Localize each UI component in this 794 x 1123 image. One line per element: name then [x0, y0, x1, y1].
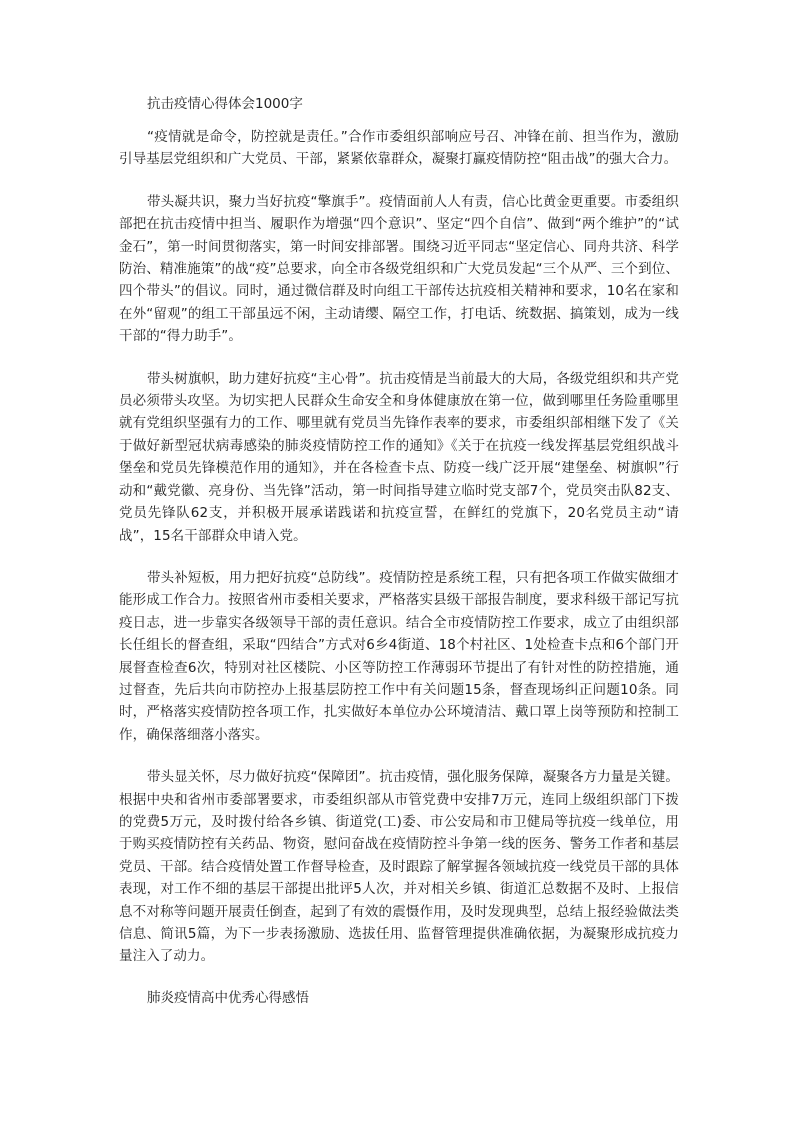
next-article-title: 肺炎疫情高中优秀心得感悟 [147, 989, 309, 1006]
paragraph-consensus: 带头凝共识，聚力当好抗疫“擎旗手”。疫情面前人人有责，信心比黄金更重要。市委组织部把在抗击疫情中担当、履职作为增强“四个意识”、坚定“四个自信”、做到“两个维护”的“试金石”，第一时间贯彻落实，第一时间安排部署。围绕习近平同志“坚定信心、同舟共济、科学防治、精准施策”的战“疫”总要求，向全市各级党组织和广大党员发起“三个从严、三个到位、四个带头”的倡议。同时，通过微信群及时向组工干部传达抗疫相关精神和要求，10名在家和在外“留观”的组工干部虽远不闲，主动请缨、隔空工作，打电话、统数据、搞策划，成为一线干部的“得力助手”。 [119, 193, 679, 345]
paragraph-defense-line: 带头补短板，用力把好抗疫“总防线”。疫情防控是系统工程，只有把各项工作做实做细才能形成工作合力。按照省州市委相关要求，严格落实县级干部报告制度，要求科级干部记写抗疫日志，进一步靠实各级领导干部的责任意识。结合全市疫情防控工作要求，成立了由组织部长任组长的督查组，采取“四结合”方式对6乡4街道、18个村社区、1处检查卡点和6个部门开展督查检查6次，特别对社区楼院、小区等防控工作薄弱环节提出了有针对性的防控措施，通过督查，先后共向市防控办上报基层防控工作中有关问题15条，督查现场纠正问题10条。同时，严格落实疫情防控各项工作，扎实做好本单位办公环境清洁、戴口罩上岗等预防和控制工作，确保落细落小落实。 [119, 569, 679, 743]
paragraph-support: 带头显关怀，尽力做好抗疫“保障团”。抗击疫情，强化服务保障，凝聚各方力量是关键。根据中央和省州市委部署要求，市委组织部从市管党费中安排7万元，连同上级组织部门下拨的党费5万元，及时拨付给各乡镇、街道党(工)委、市公安局和市卫健局等抗疫一线单位，用于购买疫情防控有关药品、物资，慰问奋战在疫情防控斗争第一线的医务、警务工作者和基层党员、干部。结合疫情处置工作督导检查，及时跟踪了解掌握各领域抗疫一线党员干部的具体表现，对工作不细的基层干部提出批评5人次，并对相关乡镇、街道汇总数据不及时、上报信息不对称等问题开展责任倒查，起到了有效的震慑作用，及时发现典型，总结上报经验做法类信息、简讯5篇，为下一步表扬激励、选拔任用、监督管理提供准确依据，为凝聚形成抗疫力量注入了动力。 [119, 769, 679, 965]
document-title: 抗击疫情心得体会1000字 [147, 96, 303, 112]
paragraph-banner: 带头树旗帜，助力建好抗疫“主心骨”。抗击疫情是当前最大的大局，各级党组织和共产党员必须带头攻坚。为切实把人民群众生命安全和身体健康放在第一位，做到哪里任务险重哪里就有党组织坚强有力的工作、哪里就有党员当先锋作表率的要求，市委组织部相继下发了《关于做好新型冠状病毒感染的肺炎疫情防控工作的通知》《关于在抗疫一线发挥基层党组织战斗堡垒和党员先锋模范作用的通知》，并在各检查卡点、防疫一线广泛开展“建堡垒、树旗帜”行动和“戴党徽、亮身份、当先锋”活动，第一时间指导建立临时党支部7个，党员突击队82支、党员先锋队62支，并积极开展承诺践诺和抗疫宣誓，在鲜红的党旗下，20名党员主动“请战”，15名干部群众申请入党。 [119, 370, 679, 544]
document-body [119, 94, 679, 1008]
paragraph-intro: “疫情就是命令，防控就是责任。”合作市委组织部响应号召、冲锋在前、担当作为，激励引导基层党组织和广大党员、干部，紧紧依靠群众，凝聚打赢疫情防控“阻击战”的强大合力。 [119, 129, 679, 168]
